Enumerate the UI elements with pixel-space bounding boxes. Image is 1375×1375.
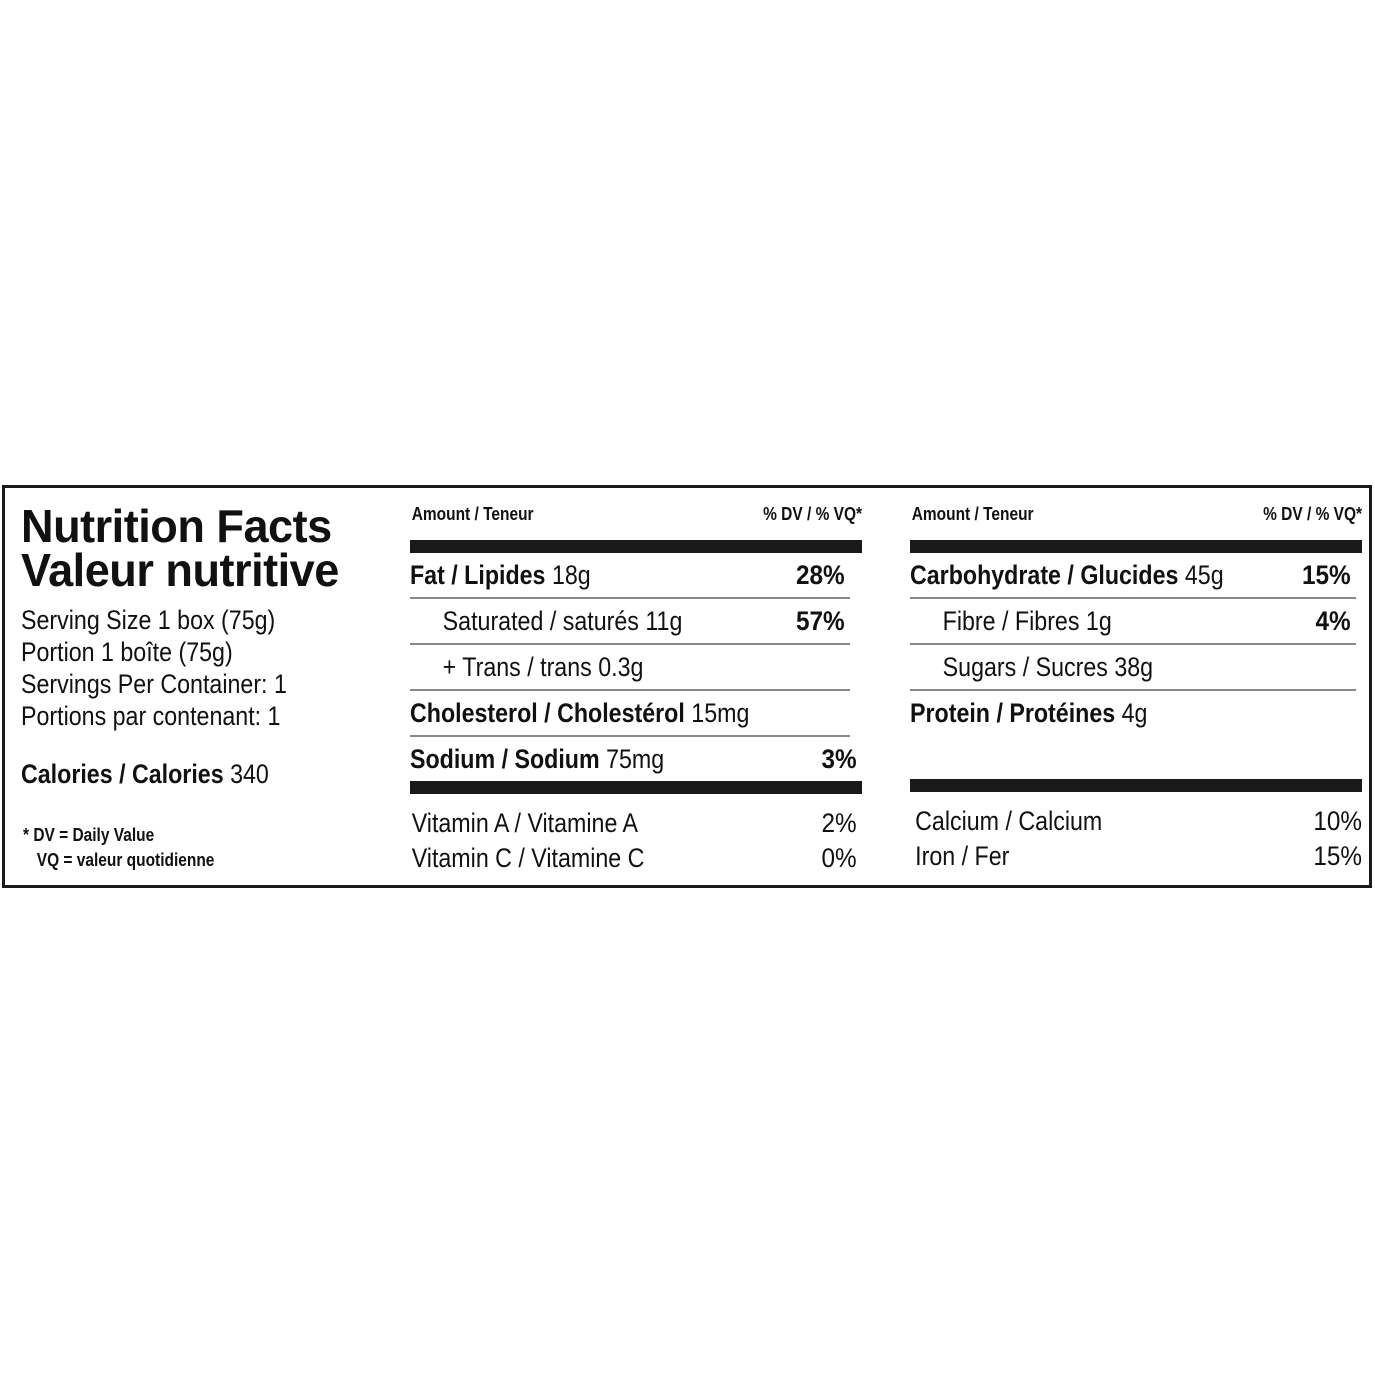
trans-amount: 0.3g <box>598 651 644 682</box>
saturated-label: Saturated / saturés <box>442 605 639 636</box>
servings-per-container: Servings Per Container: 1 <box>21 669 287 699</box>
protein-amount: 4g <box>1121 697 1148 728</box>
mineral-list <box>910 804 1362 874</box>
thick-rule <box>410 540 862 553</box>
column-header <box>910 502 1362 526</box>
thick-rule <box>410 781 862 794</box>
fibre-dv: 4% <box>1315 605 1351 636</box>
sodium-dv: 3% <box>821 743 857 774</box>
serving-size: Serving Size 1 box (75g) <box>21 605 276 635</box>
thick-rule <box>910 540 1362 553</box>
calories-row <box>21 758 339 790</box>
blank-row <box>910 735 1362 779</box>
vitamin-c-label: Vitamin C / Vitamine C <box>411 843 645 873</box>
column-header <box>410 502 862 526</box>
carbohydrate-label: Carbohydrate / Glucides <box>910 559 1179 590</box>
iron-label: Iron / Fer <box>915 841 1010 871</box>
nutrition-facts-label <box>2 485 1372 888</box>
title-english: Nutrition Facts <box>21 500 332 552</box>
nutrient-row-fat <box>410 553 850 599</box>
carbohydrate-amount: 45g <box>1184 559 1224 590</box>
vitamin-list <box>410 806 862 876</box>
nutrient-column-2 <box>910 502 1362 874</box>
thick-rule <box>910 779 1362 792</box>
protein-label: Protein / Protéines <box>910 697 1116 728</box>
calories-label: Calories / Calories <box>21 759 224 789</box>
amount-header: Amount / Teneur <box>411 504 534 524</box>
nutrient-row-trans <box>410 645 850 691</box>
portion-size: Portion 1 boîte (75g) <box>21 637 233 667</box>
trans-label: + Trans / trans <box>442 651 592 682</box>
nutrient-row-fibre <box>910 599 1356 645</box>
title-french: Valeur nutritive <box>21 544 339 596</box>
calcium-dv: 10% <box>1313 806 1362 836</box>
fibre-amount: 1g <box>1085 605 1112 636</box>
sugars-amount: 38g <box>1114 651 1154 682</box>
dv-header: % DV / % VQ* <box>763 504 862 524</box>
footnote-vq: VQ = valeur quotidienne <box>36 850 215 870</box>
sugars-label: Sugars / Sucres <box>942 651 1108 682</box>
sodium-label: Sodium / Sodium <box>410 743 600 774</box>
nutrient-row-protein <box>910 691 1362 735</box>
amount-header: Amount / Teneur <box>911 504 1034 524</box>
vitamin-c-dv: 0% <box>821 843 857 873</box>
cholesterol-label: Cholesterol / Cholestérol <box>410 697 685 728</box>
vitamin-a-label: Vitamin A / Vitamine A <box>411 808 639 838</box>
fat-dv: 28% <box>795 559 845 590</box>
dv-header: % DV / % VQ* <box>1263 504 1362 524</box>
nutrient-row-saturated <box>410 599 850 645</box>
nutrient-column-1 <box>410 502 862 876</box>
mineral-row-calcium <box>910 804 1362 839</box>
carbohydrate-dv: 15% <box>1301 559 1351 590</box>
iron-dv: 15% <box>1313 841 1362 871</box>
portions-per-container: Portions par contenant: 1 <box>21 701 281 731</box>
sodium-amount: 75mg <box>606 743 665 774</box>
cholesterol-amount: 15mg <box>691 697 750 728</box>
mineral-row-iron <box>910 839 1362 874</box>
label-left-panel <box>21 500 391 790</box>
nutrient-row-cholesterol <box>410 691 850 737</box>
saturated-amount: 11g <box>645 605 683 636</box>
footnote <box>23 823 214 873</box>
calcium-label: Calcium / Calcium <box>915 806 1103 836</box>
fibre-label: Fibre / Fibres <box>942 605 1080 636</box>
vitamin-row-c <box>410 841 862 876</box>
calories-value: 340 <box>230 759 269 789</box>
vitamin-row-a <box>410 806 862 841</box>
vitamin-a-dv: 2% <box>821 808 857 838</box>
fat-amount: 18g <box>551 559 591 590</box>
saturated-dv: 57% <box>795 605 845 636</box>
nutrient-row-sugars <box>910 645 1356 691</box>
fat-label: Fat / Lipides <box>410 559 546 590</box>
footnote-dv: * DV = Daily Value <box>23 825 155 845</box>
nutrient-row-carbohydrate <box>910 553 1356 599</box>
nutrient-row-sodium <box>410 737 862 781</box>
